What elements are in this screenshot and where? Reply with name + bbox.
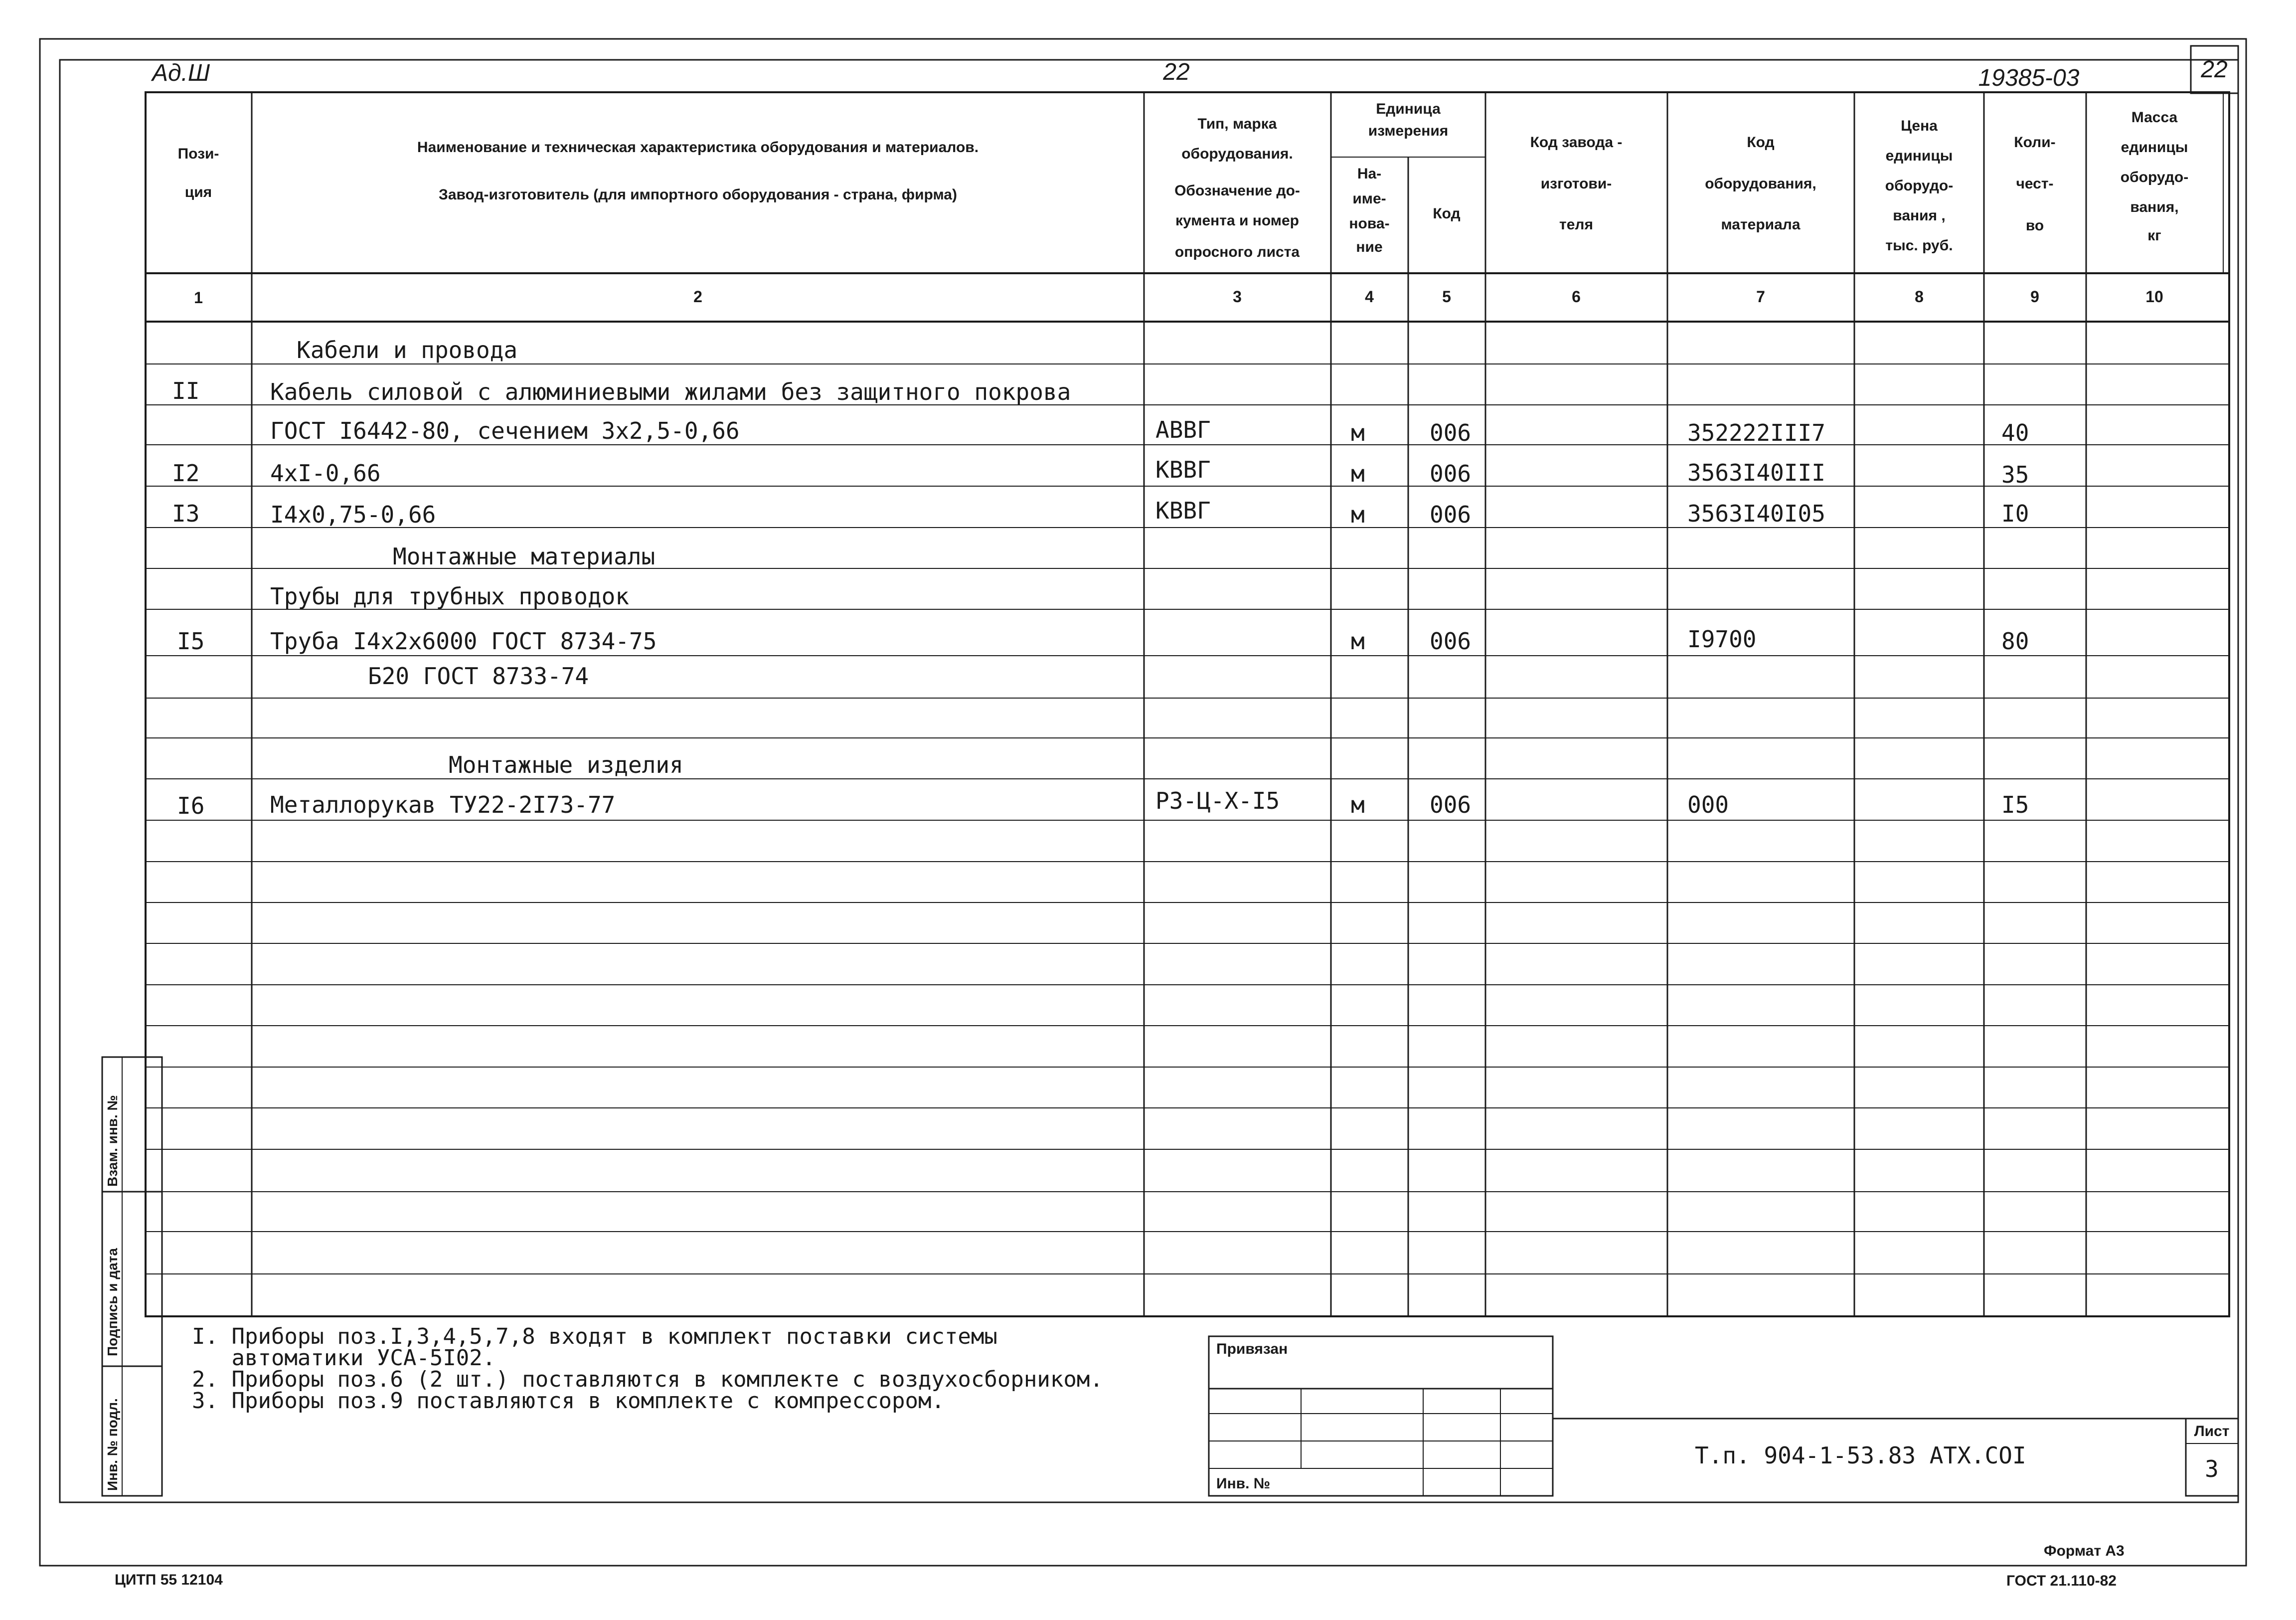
inner-frame <box>60 60 2238 1502</box>
footer-format: Формат А3 <box>2044 1543 2125 1559</box>
page-box-number: 22 <box>2201 56 2228 83</box>
header-col3-line5: опросного листа <box>1174 244 1300 260</box>
header-col2-line2: Завод-изготовитель (для импортного оборудования - страна, фирма) <box>439 186 957 203</box>
side-sign-date: Подпись и дата <box>105 1248 120 1356</box>
row-3-unit-code: 006 <box>1430 460 1472 487</box>
row-10-unit-code: 006 <box>1430 791 1472 818</box>
side-stamp <box>102 1057 162 1496</box>
footer-gost: ГОСТ 21.110-82 <box>2006 1573 2117 1589</box>
header-col8-line5: тыс. руб. <box>1885 237 1953 254</box>
table-header <box>178 101 2189 260</box>
stamp-bound-label: Привязан <box>1216 1341 1288 1357</box>
row-3-pos: I2 <box>172 460 200 487</box>
row-3-unit: м <box>1351 460 1365 487</box>
header-col8-line1: Цена <box>1901 118 1938 134</box>
header-col4-line4: ние <box>1356 239 1383 255</box>
stamp-inv-label: Инв. № <box>1216 1475 1271 1492</box>
row-10-qty: I5 <box>2001 791 2029 818</box>
row-2-unit: м <box>1351 419 1365 446</box>
row-6-name: Трубы для трубных проводок <box>270 583 630 610</box>
header-col4-line2: име- <box>1352 190 1386 207</box>
colnum-9: 9 <box>2030 288 2039 306</box>
page-top-center: 22 <box>1163 59 1190 85</box>
header-col8-line4: вания , <box>1893 207 1946 224</box>
row-4-unit-code: 006 <box>1430 501 1472 528</box>
header-col4-line3: нова- <box>1349 215 1390 232</box>
header-col3-line4: кумента и номер <box>1175 212 1300 229</box>
header-col9-line2: чест- <box>2016 176 2054 192</box>
header-col9-line1: Коли- <box>2014 134 2056 151</box>
colnum-8: 8 <box>1915 288 1924 306</box>
corner-mark: Ад.Ш <box>152 60 210 86</box>
header-col10-line5: кг <box>2147 227 2161 244</box>
header-col10-line3: оборудо- <box>2120 169 2189 185</box>
row-4-type: КВВГ <box>1155 497 1211 524</box>
row-2-unit-code: 006 <box>1430 419 1472 446</box>
row-4-pos: I3 <box>172 500 200 527</box>
row-10-pos: I6 <box>177 792 205 819</box>
row-2-item-code: 352222III7 <box>1687 419 1825 446</box>
colnum-5: 5 <box>1442 288 1451 306</box>
header-col6-line3: теля <box>1559 216 1593 233</box>
stamp-sheet-number: 3 <box>2205 1455 2219 1482</box>
header-unit-line2: измерения <box>1368 123 1449 139</box>
footer-left: ЦИТП 55 12104 <box>115 1572 223 1588</box>
colnum-2: 2 <box>693 288 702 306</box>
colnum-3: 3 <box>1233 288 1242 306</box>
header-col7-line1: Код <box>1747 134 1775 151</box>
header-col4-line1: На- <box>1357 166 1382 182</box>
row-4-item-code: 3563I40I05 <box>1687 500 1825 527</box>
row-4-name: I4х0,75-0,66 <box>270 501 436 528</box>
notes <box>192 1324 1103 1414</box>
row-7-name: Труба I4х2х6000 ГОСТ 8734-75 <box>270 628 657 655</box>
note-line-4: 3. Приборы поз.9 поставляются в комплекте с компрессором. <box>192 1388 945 1414</box>
header-col8-line2: единицы <box>1885 148 1953 164</box>
row-10-unit: м <box>1351 791 1365 818</box>
header-col2-line1: Наименование и техническая характеристика оборудования и материалов. <box>417 139 979 156</box>
header-col8-line3: оборудо- <box>1885 178 1954 194</box>
header-col7-line2: оборудования, <box>1705 176 1816 192</box>
colnum-7: 7 <box>1756 288 1765 306</box>
header-unit-line1: Единица <box>1376 101 1441 117</box>
row-7-pos: I5 <box>177 628 205 655</box>
header-col9-line3: во <box>2025 217 2044 234</box>
stamp-doc-code: Т.п. 904-1-53.83 АТХ.СОI <box>1695 1442 2026 1469</box>
doc-number-top: 19385-03 <box>1978 65 2080 91</box>
row-2-name: ГОСТ I6442-80, сечением 3х2,5-0,66 <box>270 417 740 444</box>
note-line-3: 2. Приборы поз.6 (2 шт.) поставляются в комплекте с воздухосборником. <box>192 1367 1103 1392</box>
note-line-2: автоматики УСА-5I02. <box>192 1345 496 1371</box>
side-inv-original: Инв. № подл. <box>105 1398 120 1491</box>
colnum-1: 1 <box>194 289 203 307</box>
row-0-name: Кабели и провода <box>297 337 518 363</box>
header-col3-line3: Обозначение до- <box>1174 182 1300 199</box>
column-numbers <box>194 288 2163 307</box>
colnum-10: 10 <box>2145 288 2163 306</box>
row-7-unit: м <box>1351 628 1365 655</box>
row-5-name: Монтажные материалы <box>393 543 656 570</box>
row-2-type: АВВГ <box>1155 416 1211 443</box>
row-9-name: Монтажные изделия <box>449 751 683 778</box>
header-col6-line2: изготови- <box>1540 176 1612 192</box>
header-col1-line1: Пози- <box>177 146 219 162</box>
header-col5: Код <box>1433 205 1461 222</box>
row-1-name: Кабель силовой с алюминиевыми жилами без защитного покрова <box>270 378 1071 405</box>
note-line-1: I. Приборы поз.I,3,4,5,7,8 входят в комплект поставки системы <box>192 1324 997 1349</box>
row-2-qty: 40 <box>2001 419 2029 446</box>
table-body <box>172 337 2029 819</box>
row-3-type: КВВГ <box>1155 456 1211 483</box>
row-3-item-code: 3563I40III <box>1687 459 1825 486</box>
header-col10-line4: вания, <box>2130 199 2179 215</box>
row-3-qty: 35 <box>2001 461 2029 488</box>
row-7-item-code: I9700 <box>1687 626 1757 653</box>
row-1-pos: II <box>172 377 200 404</box>
header-col10-line1: Масса <box>2131 109 2178 126</box>
row-10-type: РЗ-Ц-Х-I5 <box>1155 787 1280 814</box>
row-7-qty: 80 <box>2001 628 2029 655</box>
stamp-sheet-label: Лист <box>2194 1423 2230 1440</box>
side-replace-inv: Взам. инв. № <box>105 1095 120 1187</box>
header-col1-line2: ция <box>184 184 212 200</box>
row-4-qty: I0 <box>2001 500 2029 527</box>
row-7-name2: Б20 ГОСТ 8733-74 <box>368 663 589 690</box>
row-4-unit: м <box>1351 501 1365 528</box>
header-col10-line2: единицы <box>2121 139 2188 156</box>
row-10-name: Металлорукав ТУ22-2I73-77 <box>270 791 616 818</box>
row-7-unit-code: 006 <box>1430 628 1472 655</box>
colnum-4: 4 <box>1365 288 1374 306</box>
header-col7-line3: материала <box>1721 216 1801 233</box>
title-block <box>1209 1336 2238 1496</box>
colnum-6: 6 <box>1572 288 1581 306</box>
row-3-name: 4хI-0,66 <box>270 460 381 487</box>
header-col3-line2: оборудования. <box>1181 146 1293 162</box>
header-col6-line1: Код завода - <box>1530 134 1623 151</box>
row-10-item-code: 000 <box>1687 791 1729 818</box>
header-col3-line1: Тип, марка <box>1197 116 1277 132</box>
spec-table <box>146 92 2229 1316</box>
